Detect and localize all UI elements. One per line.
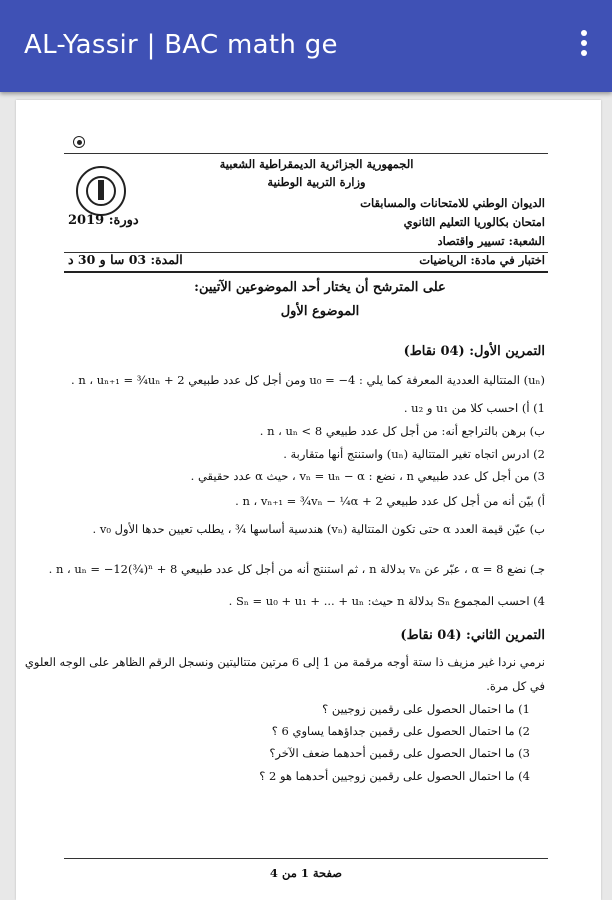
- branch: الشعبة: تسيير واقتصاد: [437, 234, 545, 248]
- exercise-2-intro-2: في كل مرة.: [486, 679, 545, 693]
- probability-q2: 2) ما احتمال الحصول على رقمين جداؤهما يساوي 6 ؟: [271, 724, 530, 738]
- republic-title: الجمهورية الجزائرية الديمقراطية الشعبية: [219, 157, 414, 171]
- exercise-2-intro: نرمي نردا غير مزيف ذا ستة أوجه مرقمة من 1 إلى 6 مرتين متتاليتين ونسجل الرقم الظاهر على الوجه العلوي: [24, 655, 545, 669]
- topic-title: الموضوع الأول: [280, 304, 360, 319]
- ministry-title: وزارة التربية الوطنية: [267, 175, 366, 189]
- exercise-2-title: التمرين الثاني: (04 نقاط): [400, 628, 545, 643]
- question-2: 2) ادرس اتجاه تغير المتتالية (uₙ) واستنتج أنها متقاربة .: [283, 447, 545, 461]
- ministry-logo-icon: [76, 166, 126, 216]
- page-footer: صفحة 1 من 4: [269, 866, 343, 880]
- question-1b: ب) برهن بالتراجع أنه: من أجل كل عدد طبيعي n ، uₙ < 8 .: [259, 424, 545, 438]
- question-3: 3) من أجل كل عدد طبيعي n ، نضع : vₙ = uₙ − α ، حيث α عدد حقيقي .: [190, 469, 545, 483]
- probability-q1: 1) ما احتمال الحصول على رقمين زوجيين ؟: [322, 702, 530, 716]
- question-3b: ب) عيّن قيمة العدد α حتى تكون المتتالية (vₙ) هندسية أساسها ¾ ، يطلب تعيين حدها الأول v₀ .: [92, 522, 545, 536]
- session: دورة: 2019: [68, 213, 139, 228]
- top-rule: [64, 153, 548, 154]
- duration: المدة: 03 سا و 30 د: [68, 252, 183, 267]
- instruction: على المترشح أن يختار أحد الموضوعين الآتيين:: [194, 280, 446, 295]
- office-title: الديوان الوطني للامتحانات والمسابقات: [360, 196, 545, 210]
- probability-q4: 4) ما احتمال الحصول على رقمين زوجيين أحدهما هو 2 ؟: [259, 769, 530, 783]
- probability-q3: 3) ما احتمال الحصول على رقمين أحدهما ضعف الآخر؟: [269, 746, 530, 760]
- radio-icon: [73, 136, 85, 148]
- subject: اختبار في مادة: الرياضيات: [419, 253, 545, 267]
- exam-title: امتحان بكالوريا التعليم الثانوي: [403, 215, 545, 229]
- app-title: AL-Yassir | BAC math ge: [24, 30, 338, 60]
- exercise-1-title: التمرين الأول: (04 نقاط): [403, 344, 545, 359]
- question-3c: جـ) نضع α = 8 ، عبّر عن vₙ بدلالة n ، ثم استنتج أنه من أجل كل عدد طبيعي n ، uₙ = −12(¾)ⁿ + 8 .: [48, 562, 545, 576]
- question-1a: 1) أ) احسب كلا من u₁ و u₂ .: [403, 401, 545, 415]
- question-3a: أ) بيّن أنه من أجل كل عدد طبيعي n ، vₙ₊₁ = ¾vₙ − ¼α + 2 .: [235, 494, 545, 508]
- header-rule-thick: [64, 271, 548, 273]
- exercise-1-intro: (uₙ) المتتالية العددية المعرفة كما يلي : u₀ = −4 ومن أجل كل عدد طبيعي n ، uₙ₊₁ = ¾uₙ + 2 .: [71, 373, 545, 387]
- footer-rule: [64, 858, 548, 859]
- question-4: 4) احسب المجموع Sₙ بدلالة n حيث: Sₙ = u₀ + u₁ + ... + uₙ .: [228, 594, 545, 608]
